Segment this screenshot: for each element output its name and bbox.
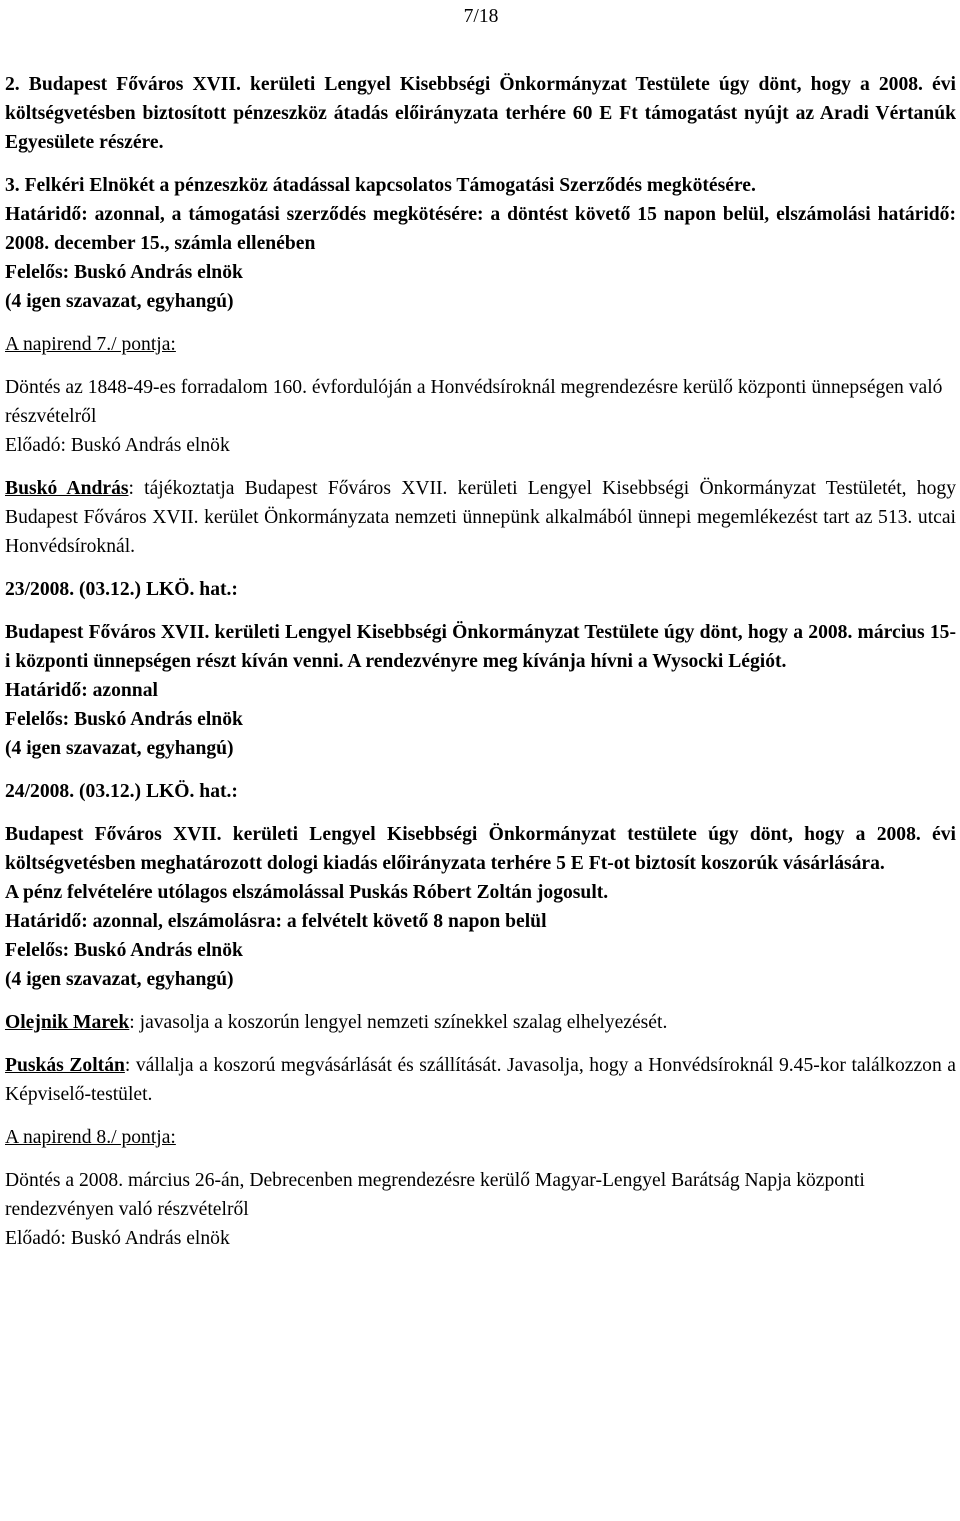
page-number: 7/18 <box>463 6 499 27</box>
statement-text: : vállalja a koszorú megvásárlását és szállítását. Javasolja, hogy a Honvédsíroknál 9.45-kor találkozzon a Képviselő-testület. <box>5 1055 956 1105</box>
resolution-23-responsible: Felelős: Buskó András elnök <box>5 709 243 730</box>
resolution-23-body: Budapest Főváros XVII. kerületi Lengyel Kisebbségi Önkormányzat Testülete úgy dönt, hogy a 2008. március 15-i központi ünnepségen részt kíván venni. A rendezvényre meg kívánja hívni a Wysocki Légiót. <box>5 622 956 672</box>
resolution-23-deadline: Határidő: azonnal <box>5 680 158 701</box>
resolution-24-vote: (4 igen szavazat, egyhangú) <box>5 969 234 990</box>
resolution-24-deadline: Határidő: azonnal, elszámolásra: a felvételt követő 8 napon belül <box>5 911 547 932</box>
statement-busko <box>5 474 956 561</box>
resolution-23-vote: (4 igen szavazat, egyhangú) <box>5 738 234 759</box>
vote-1: (4 igen szavazat, egyhangú) <box>5 291 234 312</box>
agenda-7-presenter: Előadó: Buskó András elnök <box>5 435 230 456</box>
agenda-7-heading: A napirend 7./ pontja: <box>5 334 176 355</box>
agenda-8-presenter: Előadó: Buskó András elnök <box>5 1228 230 1249</box>
resolution-24-title: 24/2008. (03.12.) LKÖ. hat.: <box>5 781 238 802</box>
speaker-name: Olejnik Marek <box>5 1012 130 1033</box>
agenda-8-heading: A napirend 8./ pontja: <box>5 1127 176 1148</box>
statement-text: : javasolja a koszorún lengyel nemzeti színekkel szalag elhelyezését. <box>129 1012 668 1033</box>
resolution-24-body-2: A pénz felvételére utólagos elszámolással Puskás Róbert Zoltán jogosult. <box>5 882 609 903</box>
resolution-23-title: 23/2008. (03.12.) LKÖ. hat.: <box>5 579 238 600</box>
speaker-name: Puskás Zoltán <box>5 1055 125 1076</box>
resolution-24-body: Budapest Főváros XVII. kerületi Lengyel Kisebbségi Önkormányzat testülete úgy dönt, hogy a 2008. évi költségvetésben meghatározott dologi kiadás előirányzata terhére 5 E Ft-ot biztosít koszorúk vásárlására. <box>5 824 956 874</box>
resolution-24-responsible: Felelős: Buskó András elnök <box>5 940 243 961</box>
agenda-7-subject: Döntés az 1848-49-es forradalom 160. évfordulóján a Honvédsíroknál megrendezésre kerülő központi ünnepségen való részvételről <box>5 377 943 427</box>
statement-puskas <box>5 1051 956 1109</box>
agenda-8-subject: Döntés a 2008. március 26-án, Debrecenben megrendezésre kerülő Magyar-Lengyel Barátság Napja központi rendezvényen való részvételről <box>5 1170 865 1220</box>
statement-olejnik <box>5 1008 956 1037</box>
deadline-1: Határidő: azonnal, a támogatási szerződés megkötésére: a döntést követő 15 napon belül, elszámolási határidő: 2008. december 15., számla ellenében <box>5 204 956 254</box>
resolution-item-3: 3. Felkéri Elnökét a pénzeszköz átadással kapcsolatos Támogatási Szerződés megkötésére. <box>5 175 756 196</box>
resolution-item-2: 2. Budapest Főváros XVII. kerületi Lengyel Kisebbségi Önkormányzat Testülete úgy dönt, hogy a 2008. évi költségvetésben biztosított pénzeszköz átadás előirányzata terhére 60 E Ft támogatást nyújt az Aradi Vértanúk Egyesülete részére. <box>5 74 956 153</box>
page-content <box>5 70 956 1253</box>
responsible-1: Felelős: Buskó András elnök <box>5 262 243 283</box>
speaker-name: Buskó András <box>5 478 129 499</box>
statement-text: : tájékoztatja Budapest Főváros XVII. kerületi Lengyel Kisebbségi Önkormányzat Testületét, hogy Budapest Főváros XVII. kerület Önkormányzata nemzeti ünnepünk alkalmából ünnepi megemlékezést tart az 513. utcai Honvédsíroknál. <box>5 478 956 557</box>
